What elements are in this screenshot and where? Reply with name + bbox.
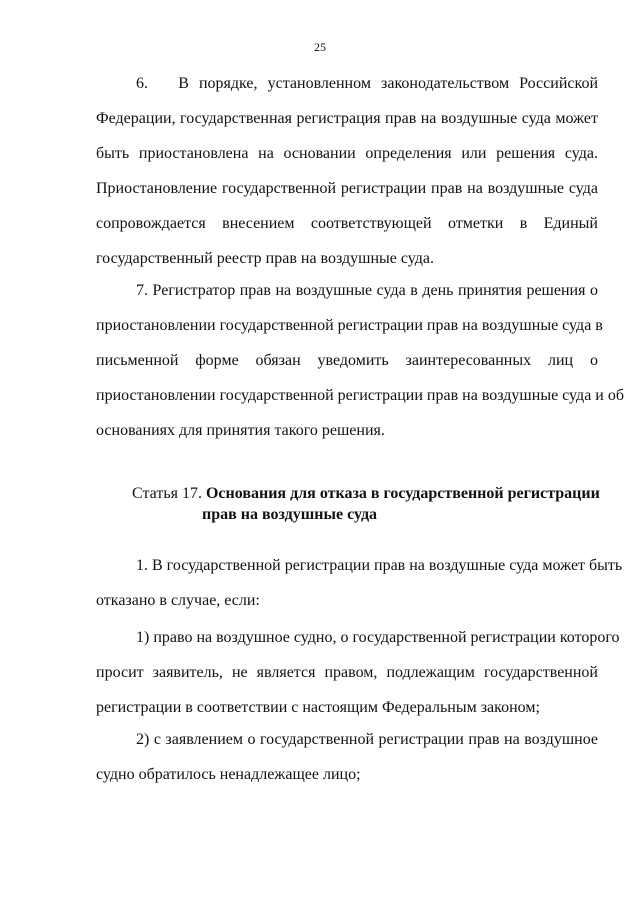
- item-2-line: судно обратилось ненадлежащее лицо;: [96, 766, 361, 783]
- paragraph-6: [96, 66, 598, 276]
- paragraph-6-line: государственный реестр прав на воздушные суда.: [96, 250, 435, 267]
- paragraph-6-line: 6. В порядке, установленном законодательством Российской: [136, 75, 598, 92]
- paragraph-7: [96, 273, 624, 448]
- item-1-line: просит заявитель, не является правом, подлежащим государственной: [96, 664, 598, 681]
- article-title: Основания для отказа в государственной регистрации: [205, 485, 600, 502]
- paragraph-7-line: основаниях для принятия такого решения.: [96, 422, 385, 439]
- paragraph-7-line: письменной форме обязан уведомить заинтересованных лиц о: [96, 352, 598, 369]
- item-1-line: регистрации в соответствии с настоящим Федеральным законом;: [96, 699, 540, 716]
- paragraph-6-line: быть приостановлена на основании определения или решения суда.: [96, 145, 598, 162]
- item-1: [96, 620, 620, 725]
- paragraph-7-line: 7. Регистратор прав на воздушные суда в день принятия решения о: [136, 282, 598, 299]
- paragraph-6-line: Приостановление государственной регистрации прав на воздушные суда: [96, 180, 598, 197]
- article-17-heading: [132, 483, 602, 525]
- clause-1-line: 1. В государственной регистрации прав на воздушные суда может быть: [136, 557, 623, 574]
- paragraph-7-line: приостановлении государственной регистрации прав на воздушные суда в: [96, 317, 603, 334]
- paragraph-6-line: сопровождается внесением соответствующей отметки в Единый: [96, 215, 598, 232]
- page-number: 25: [314, 40, 326, 54]
- paragraph-6-line: Федерации, государственная регистрация прав на воздушные суда может: [96, 110, 598, 127]
- paragraph-7-line: приостановлении государственной регистрации прав на воздушные суда и об: [96, 387, 624, 404]
- article-label: Статья 17.: [132, 485, 202, 502]
- item-1-line: 1) право на воздушное судно, о государственной регистрации которого: [136, 629, 620, 646]
- article-title-continuation: прав на воздушные суда: [202, 506, 378, 523]
- item-2: [96, 722, 598, 792]
- item-2-line: 2) с заявлением о государственной регистрации прав на воздушное: [136, 731, 598, 748]
- clause-1: [96, 548, 623, 618]
- clause-1-line: отказано в случае, если:: [96, 592, 260, 609]
